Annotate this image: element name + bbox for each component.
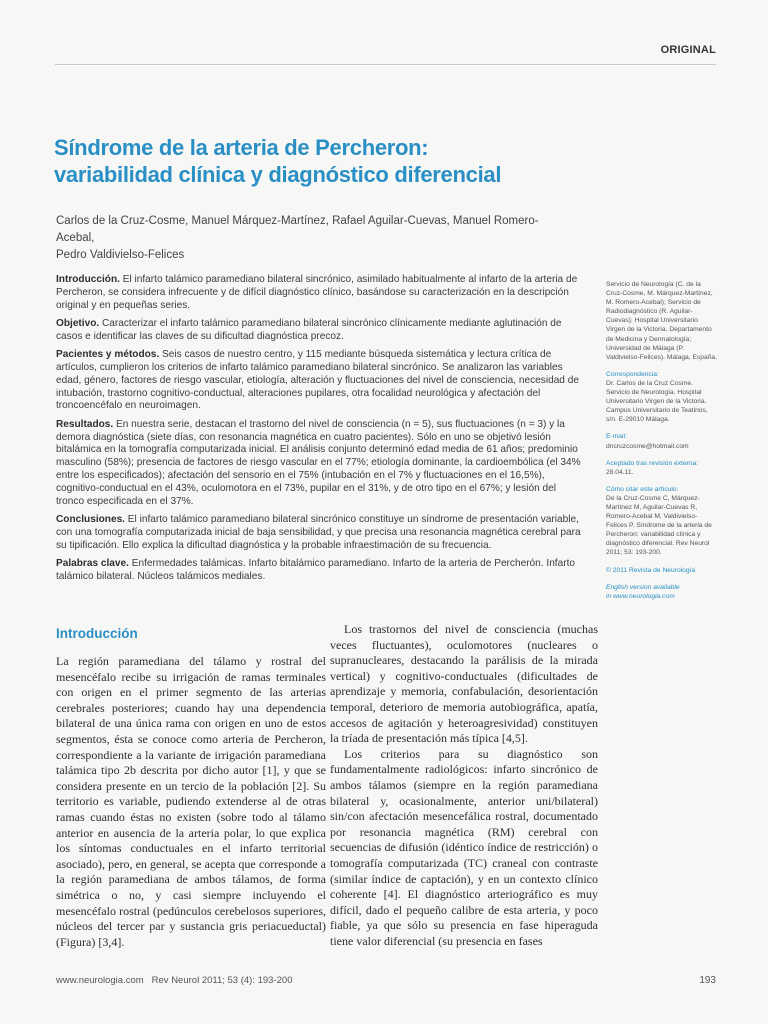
english-version-link[interactable]: in www.neurologia.com (606, 592, 675, 600)
abstract-palabras-clave (56, 558, 586, 584)
authors-line-2: Pedro Valdivielso-Felices (56, 249, 185, 261)
abstract-pacientes (56, 349, 586, 413)
abstract-text: El infarto talámico paramediano bilateral sincrónico constituye un síndrome de presentación variable, con una tomografía computarizada inicial de baja sensibilidad, y que precisa una resonancia magnética cerebral para su tipificación. Ello explica la dificultad diagnóstica y la probable infraestimación de su frecuencia. (56, 513, 581, 551)
abstract-introduccion (56, 274, 586, 312)
abstract-text: Enfermedades talámicas. Infarto bitalámico paramediano. Infarto de la arteria de Percherón. Infarto talámico bilateral. Núcleos talámicos mediales. (56, 557, 576, 582)
accepted-label: Aceptado tras revisión externa: (606, 459, 699, 467)
page-number: 193 (699, 975, 716, 986)
citation-label: Cómo citar este artículo: (606, 485, 679, 493)
correspondence (606, 370, 718, 425)
abstract-label: Conclusiones. (56, 513, 125, 525)
abstract-text: El infarto talámico paramediano bilateral sincrónico, asimilado habitualmente al infarto de la arteria de Percheron, se considera infrecuente y de difícil diagnóstico clínico, basándose su caracterización en la descripción original y en pequeñas series. (56, 274, 578, 311)
body-column-right (330, 622, 598, 949)
body-paragraph: Los criterios para su diagnóstico son fundamentalmente radiológicos: infarto sincrónico de ambos tálamos (siempre en la región paramediana bilateral y, ocasionalmente, anterior uni/bilateral) sin/con afectación mesencefálica rostral, documentado por resonancia magnética (RM) cerebral con secuencias de difusión (idéntico índice de restricción) o tomografía computarizada (TC) craneal con contraste (similar índice de captación), y en un contexto clínico coherente [4]. El diagnóstico arteriográfico es muy difícil, dado el pequeño calibre de esta arteria, y poco fiable, ya que sólo su presencia en fase hiperaguda tiene valor diferencial (su presencia en fases (330, 746, 598, 948)
english-version-note (606, 583, 718, 601)
section-label: ORIGINAL (660, 44, 716, 56)
affiliation: Servicio de Neurología (C. de la Cruz-Cosme, M. Márquez-Martínez, M. Romero-Acebal); Servicio de Radiodiagnóstico (R. Aguilar-Cuevas); Hospital Universitario Virgen de la Victoria. Departamento de Medicina y Dermatología; Universidad de Málaga (P. Valdivielso-Felices). Málaga, España. (606, 281, 718, 361)
authors-line-1: Carlos de la Cruz-Cosme, Manuel Márquez-Martínez, Rafael Aguilar-Cuevas, Manuel Romero-Acebal, (56, 215, 539, 244)
abstract-text: En nuestra serie, destacan el trastorno del nivel de consciencia (n = 5), sus fluctuaciones (n = 3) y la demora diagnóstica (siete días, con resonancia magnética en cuatro pacientes). Sólo en uno se objetivó lesión bitalámica en la tomografía computarizada inicial. El análisis conjunto determinó edad media de 61 años; predominio masculino (58%); presencia de factores de riesgo vascular en el 77%; etiología dominante, la cardioembólica (el 34% entre los especificados); afectación del sensorio en el 75% (intubación en el 7% y fluctuaciones en el 16,5%), cognitivo-conductual en el 43%, oculomotora en el 73%, pupilar en el 31%, y de otro tipo en el 67%; y lesión del tronco especificada en el 37%. (56, 418, 581, 507)
abstract-label: Pacientes y métodos. (56, 349, 160, 361)
abstract-conclusiones (56, 514, 586, 552)
title-line-2: variabilidad clínica y diagnóstico diferencial (54, 162, 502, 187)
abstract (56, 274, 586, 589)
abstract-label: Objetivo. (56, 317, 100, 329)
abstract-resultados (56, 419, 586, 509)
author-list (56, 213, 576, 264)
article-title (54, 134, 574, 188)
accepted-block (606, 459, 718, 477)
abstract-label: Palabras clave. (56, 557, 129, 569)
page-footer (56, 975, 292, 986)
copyright: © 2011 Revista de Neurología (606, 566, 696, 574)
section-heading-introduccion: Introducción (56, 626, 138, 641)
email-block (606, 432, 718, 450)
accepted-date: 28.04.11. (606, 468, 634, 476)
abstract-label: Introducción. (56, 274, 120, 285)
abstract-text: Seis casos de nuestro centro, y 115 mediante búsqueda sistemática y lectura crítica de artículos, cumplieron los criterios de infarto talámico paramediano bilateral sincrónico. Se analizaron las variables edad, género, factores de riesgo vascular, etiología, alteración y fluctuaciones del nivel de consciencia, necesidad de intubación, trastorno cognitivo-conductual, alteraciones pupilares, otra focalidad neurológica y afectación del troncoencéfalo en neuroimagen. (56, 349, 579, 412)
correspondence-text: Dr. Carlos de la Cruz Cosme. Servicio de Neurología. Hospital Universitario Virgen de la Victoria. Campus Universitario de Teatinos, s/n. E-29010 Málaga. (606, 379, 708, 424)
abstract-label: Resultados. (56, 418, 114, 430)
abstract-text: Caracterizar el infarto talámico paramediano bilateral sincrónico clínicamente mediante aglutinación de casos e identificar las claves de su dificultad diagnóstica precoz. (56, 317, 562, 342)
body-paragraph: Los trastornos del nivel de consciencia (muchas veces fluctuantes), oculomotores (nucleares o supranucleares, destacando la parálisis de la mirada vertical) y cognitivo-conductuales (dificultades de aprendizaje y memoria, confabulación, desorientación temporal, deterioro de memoria autobiográfica, apatía, accesos de agitación y heteroagresividad) constituyen la tríada de presentación más típica [4,5]. (330, 622, 598, 746)
footer-website[interactable]: www.neurologia.com (56, 975, 144, 986)
title-line-1: Síndrome de la arteria de Percheron: (54, 135, 429, 160)
footer-citation: Rev Neurol 2011; 53 (4): 193-200 (151, 975, 293, 986)
header-rule (55, 64, 716, 65)
citation-block (606, 485, 718, 558)
english-version-line-1: English version available (606, 583, 680, 591)
body-column-left (56, 654, 326, 950)
email-link[interactable]: dncruzcosme@hotmail.com (606, 442, 689, 450)
email-label: E-mail: (606, 433, 627, 441)
correspondence-label: Correspondencia: (606, 370, 659, 378)
citation-text: De la Cruz-Cosme C, Márquez-Martínez M, Aguilar-Cuevas R, Romero-Acebal M, Valdivielso-Felices P. Síndrome de la arteria de Percheron: variabilidad clínica y diagnóstico diferencial. Rev Neurol 2011; 53: 193-200. (606, 494, 712, 557)
abstract-objetivo (56, 318, 586, 344)
article-sidebar (606, 280, 718, 609)
body-paragraph: La región paramediana del tálamo y rostral del mesencéfalo recibe su irrigación de ramas terminales con origen en el primer segmento de las arterias cerebrales posteriores; cuando hay una dependencia bilateral de una única rama con origen en uno de estos segmentos, ésta se conoce como arteria de Percheron, correspondiente a la variante de irrigación paramediana talámica tipo 2b descrita por dicho autor [1], y que se considera presente en un tercio de la población [2]. Su territorio es variable, pudiendo extenderse al de otras ramas cuando éstas no existen (sobre todo al tálamo anterior en ausencia de la arteria polar, lo que explica los síntomas conductuales en el infarto territorial asociado), pero, en general, se acepta que corresponde a la región paramediana de ambos tálamos, de forma simétrica o no, y casi siempre incluyendo el mesencéfalo rostral (pedúnculos cerebelosos superiores, núcleos del tercer par y sustancia gris periacueductal) (Figura) [3,4]. (56, 654, 326, 949)
